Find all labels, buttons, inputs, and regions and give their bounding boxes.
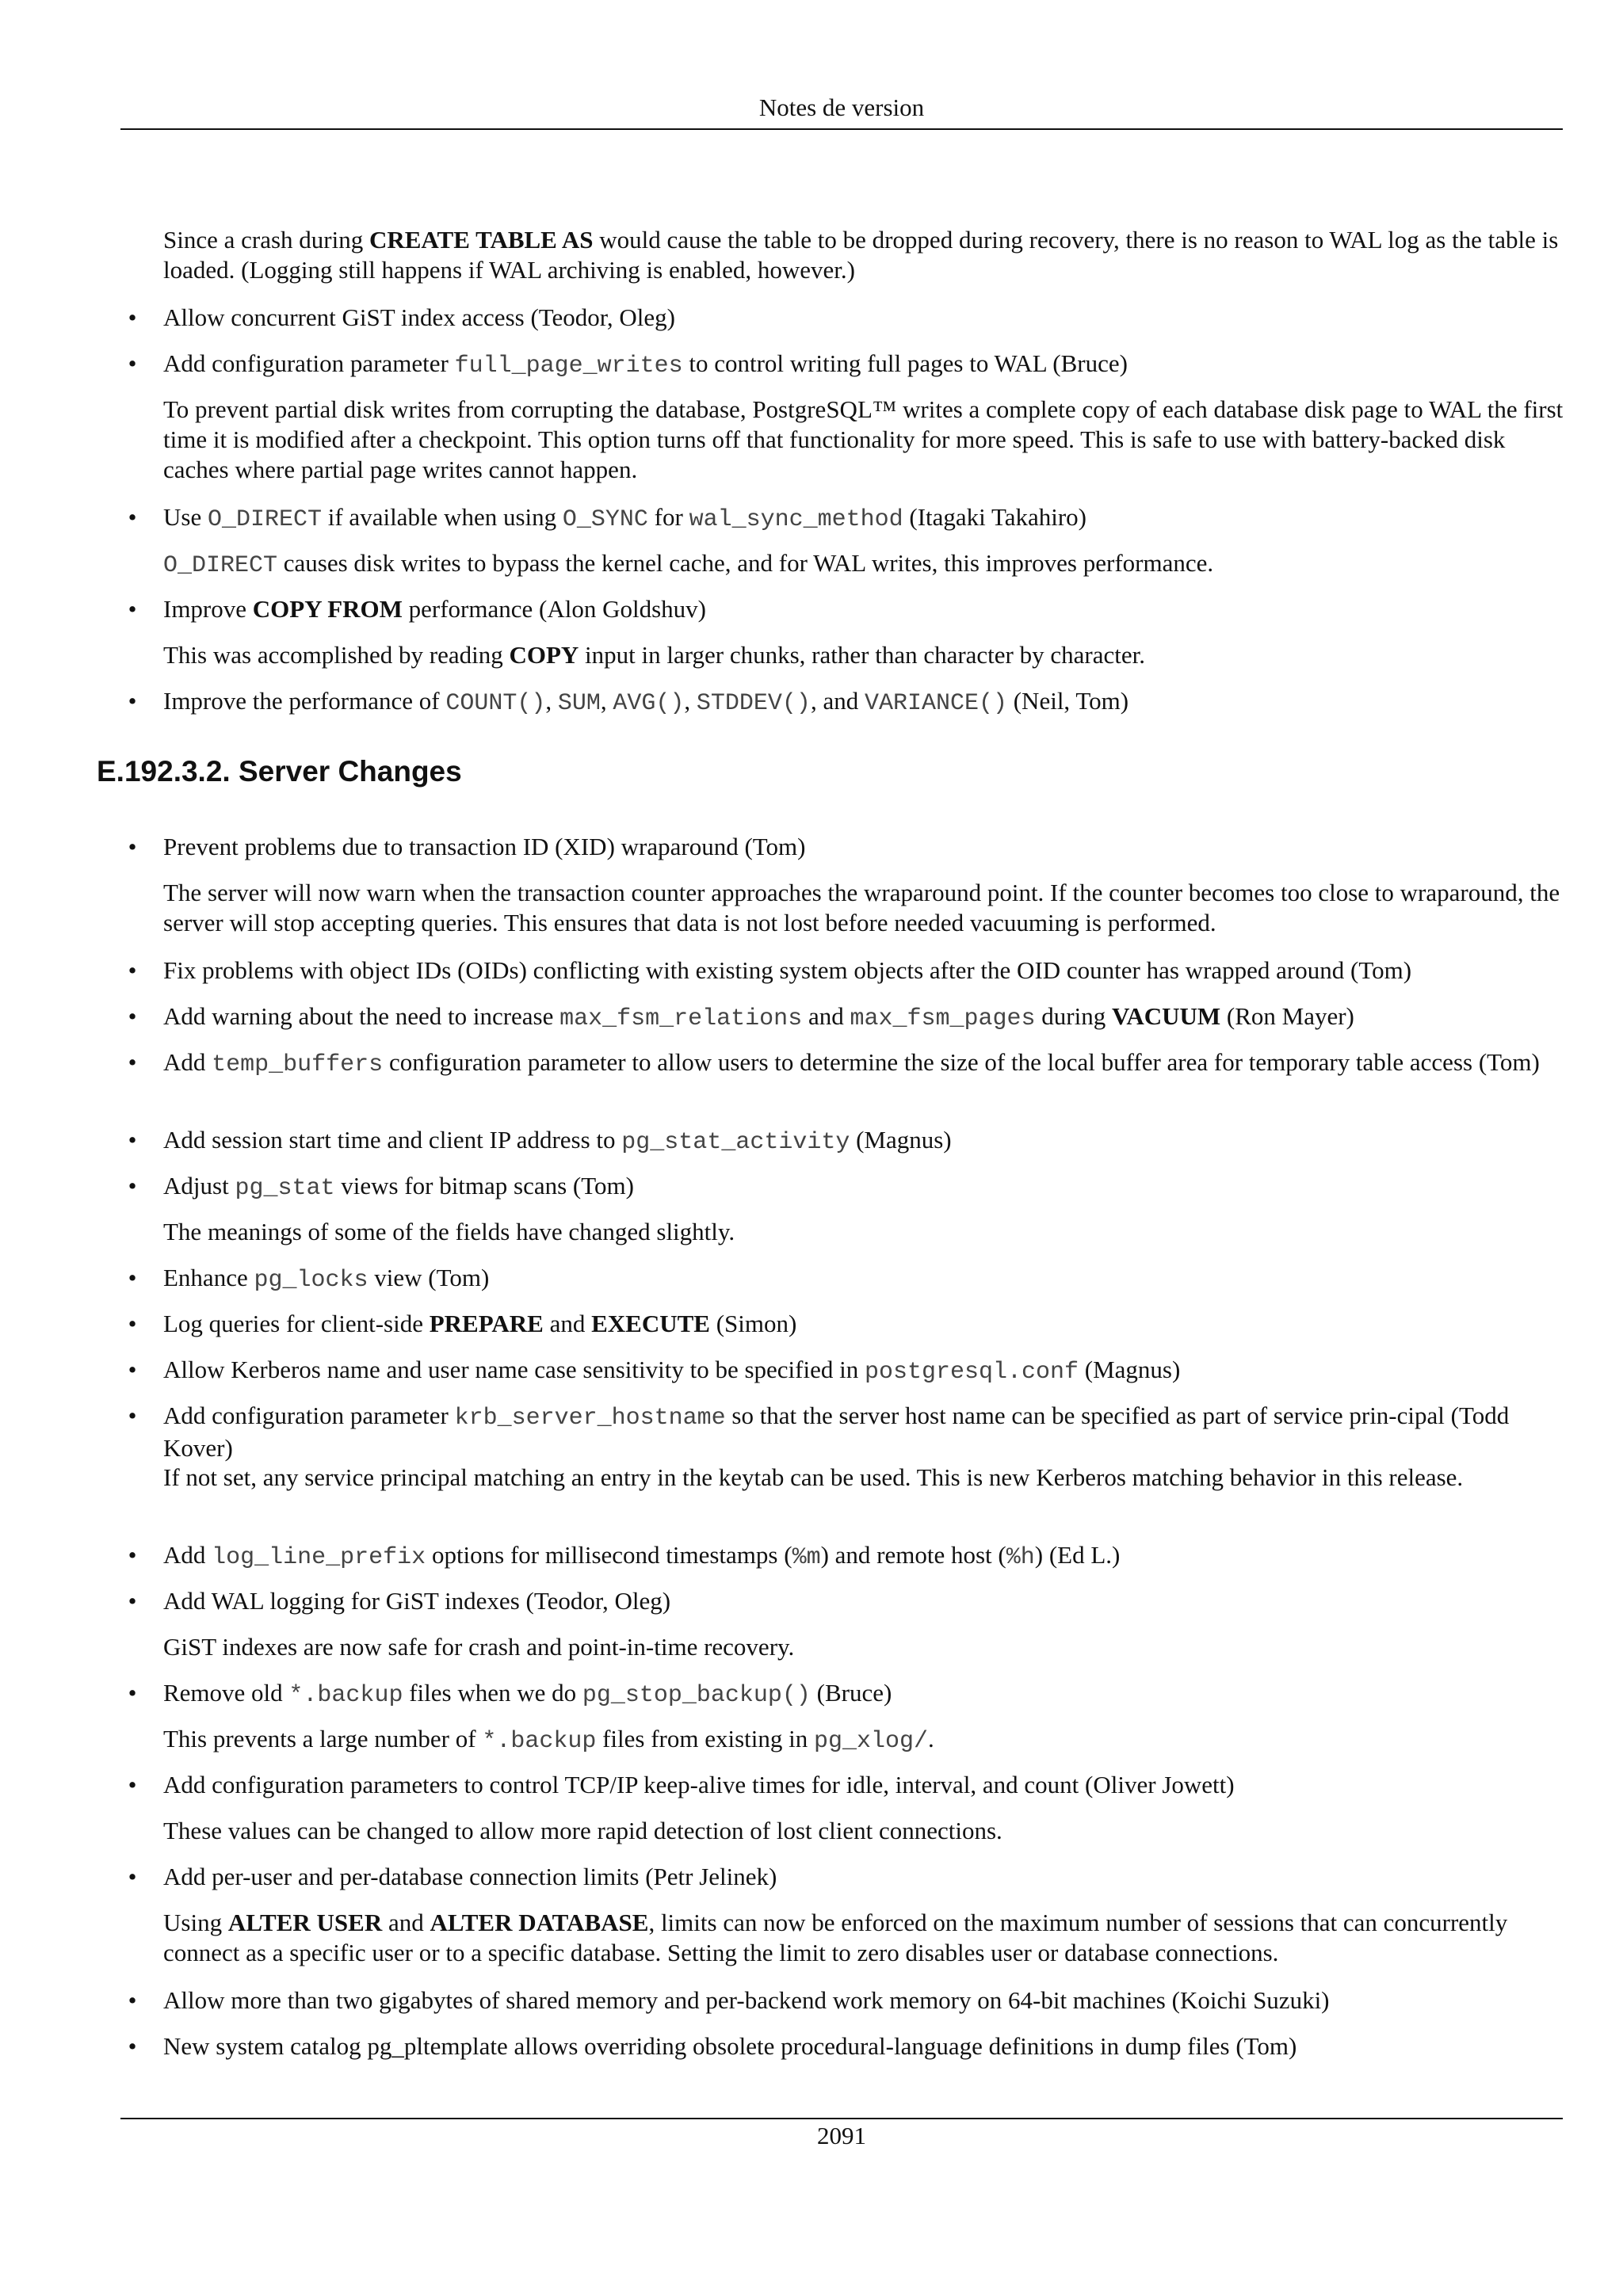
header-rule <box>120 128 1563 130</box>
bullet: • <box>128 1679 137 1707</box>
bullet: • <box>128 349 137 377</box>
list-item: Add per-user and per-database connection limits (Petr Jelinek) <box>163 1863 777 1890</box>
bullet: • <box>128 1541 137 1569</box>
bullet: • <box>128 1264 137 1291</box>
list-item: Improve COPY FROM performance (Alon Goldshuv) <box>163 595 706 623</box>
list-item: Remove old *.backup files when we do pg_stop_backup() (Bruce) <box>163 1679 892 1709</box>
bullet: • <box>128 1002 137 1030</box>
bullet: • <box>128 1771 137 1798</box>
paragraph: Using ALTER USER and ALTER DATABASE, limits can now be enforced on the maximum number of sessions that can concurrently connect as a specific user or to a specific database. Setting the limit to zero disables user or database connections. <box>163 1909 1508 1966</box>
bullet: • <box>128 2032 137 2060</box>
list-item: Allow more than two gigabytes of shared memory and per-backend work memory on 64-bit machines (Koichi Suzuki) <box>163 1986 1330 2014</box>
list-item: Fix problems with object IDs (OIDs) conflicting with existing system objects after the OID counter has wrapped around (Tom) <box>163 956 1412 984</box>
page-number: 2091 <box>817 2122 866 2149</box>
bullet: • <box>128 1986 137 2014</box>
bullet: • <box>128 1402 137 1429</box>
paragraph: The meanings of some of the fields have changed slightly. <box>163 1218 735 1245</box>
list-item: Adjust pg_stat views for bitmap scans (Tom) <box>163 1172 634 1202</box>
running-header: Notes de version <box>758 93 925 121</box>
paragraph: This prevents a large number of *.backup files from existing in pg_xlog/. <box>163 1725 934 1755</box>
bullet: • <box>128 1172 137 1199</box>
list-item: Add temp_buffers configuration parameter to allow users to determine the size of the local buffer area for temporary table access (Tom) <box>163 1048 1540 1078</box>
paragraph: O_DIRECT causes disk writes to bypass the kernel cache, and for WAL writes, this improves performance. <box>163 549 1214 579</box>
list-item: Add warning about the need to increase max_fsm_relations and max_fsm_pages during VACUUM (Ron Mayer) <box>163 1002 1354 1032</box>
list-item: Prevent problems due to transaction ID (XID) wraparound (Tom) <box>163 833 806 860</box>
list-item: Allow Kerberos name and user name case sensitivity to be specified in postgresql.conf (Magnus) <box>163 1356 1181 1386</box>
paragraph: Since a crash during CREATE TABLE AS would cause the table to be dropped during recovery, there is no reason to WAL log as the table is loaded. (Logging still happens if WAL archiving is enabled, however.) <box>163 226 1559 284</box>
footer-rule <box>120 2118 1563 2119</box>
bullet: • <box>128 833 137 860</box>
bullet: • <box>128 1126 137 1154</box>
bullet: • <box>128 1310 137 1337</box>
paragraph: These values can be changed to allow more rapid detection of lost client connections. <box>163 1817 1002 1844</box>
bullet: • <box>128 595 137 623</box>
bullet: • <box>128 956 137 984</box>
bullet: • <box>128 1356 137 1383</box>
bullet: • <box>128 1587 137 1615</box>
list-item: Add configuration parameters to control TCP/IP keep-alive times for idle, interval, and count (Oliver Jowett) <box>163 1771 1235 1798</box>
bullet: • <box>128 303 137 331</box>
bullet: • <box>128 1863 137 1890</box>
list-item: Add configuration parameter krb_server_hostname so that the server host name can be specified as part of service prin-cipal (Todd Kover) <box>163 1402 1510 1462</box>
section-heading: E.192.3.2. Server Changes <box>97 755 462 788</box>
list-item: Improve the performance of COUNT(), SUM, AVG(), STDDEV(), and VARIANCE() (Neil, Tom) <box>163 687 1129 717</box>
paragraph: GiST indexes are now safe for crash and point-in-time recovery. <box>163 1633 795 1661</box>
bullet: • <box>128 1048 137 1076</box>
list-item: Log queries for client-side PREPARE and EXECUTE (Simon) <box>163 1310 797 1337</box>
paragraph: The server will now warn when the transaction counter approaches the wraparound point. If the counter becomes too close to wraparound, the server will stop accepting queries. This ensures that data is not lost before needed vacuuming is performed. <box>163 879 1560 936</box>
paragraph: To prevent partial disk writes from corrupting the database, PostgreSQL™ writes a complete copy of each database disk page to WAL the first time it is modified after a checkpoint. This option turns off that functionality for more speed. This is safe to use with battery-backed disk caches where partial page writes cannot happen. <box>163 395 1564 483</box>
list-item: Add configuration parameter full_page_writes to control writing full pages to WAL (Bruce) <box>163 349 1128 379</box>
list-item: Use O_DIRECT if available when using O_SYNC for wal_sync_method (Itagaki Takahiro) <box>163 503 1087 533</box>
paragraph: If not set, any service principal matching an entry in the keytab can be used. This is new Kerberos matching behavior in this release. <box>163 1463 1464 1491</box>
list-item: Add session start time and client IP address to pg_stat_activity (Magnus) <box>163 1126 952 1156</box>
list-item: Add WAL logging for GiST indexes (Teodor, Oleg) <box>163 1587 671 1615</box>
list-item: New system catalog pg_pltemplate allows overriding obsolete procedural-language definitions in dump files (Tom) <box>163 2032 1297 2060</box>
bullet: • <box>128 503 137 531</box>
paragraph: This was accomplished by reading COPY input in larger chunks, rather than character by character. <box>163 641 1145 669</box>
list-item: Enhance pg_locks view (Tom) <box>163 1264 490 1294</box>
list-item: Allow concurrent GiST index access (Teodor, Oleg) <box>163 303 675 331</box>
bullet: • <box>128 687 137 715</box>
list-item: Add log_line_prefix options for millisecond timestamps (%m) and remote host (%h) (Ed L.) <box>163 1541 1121 1571</box>
